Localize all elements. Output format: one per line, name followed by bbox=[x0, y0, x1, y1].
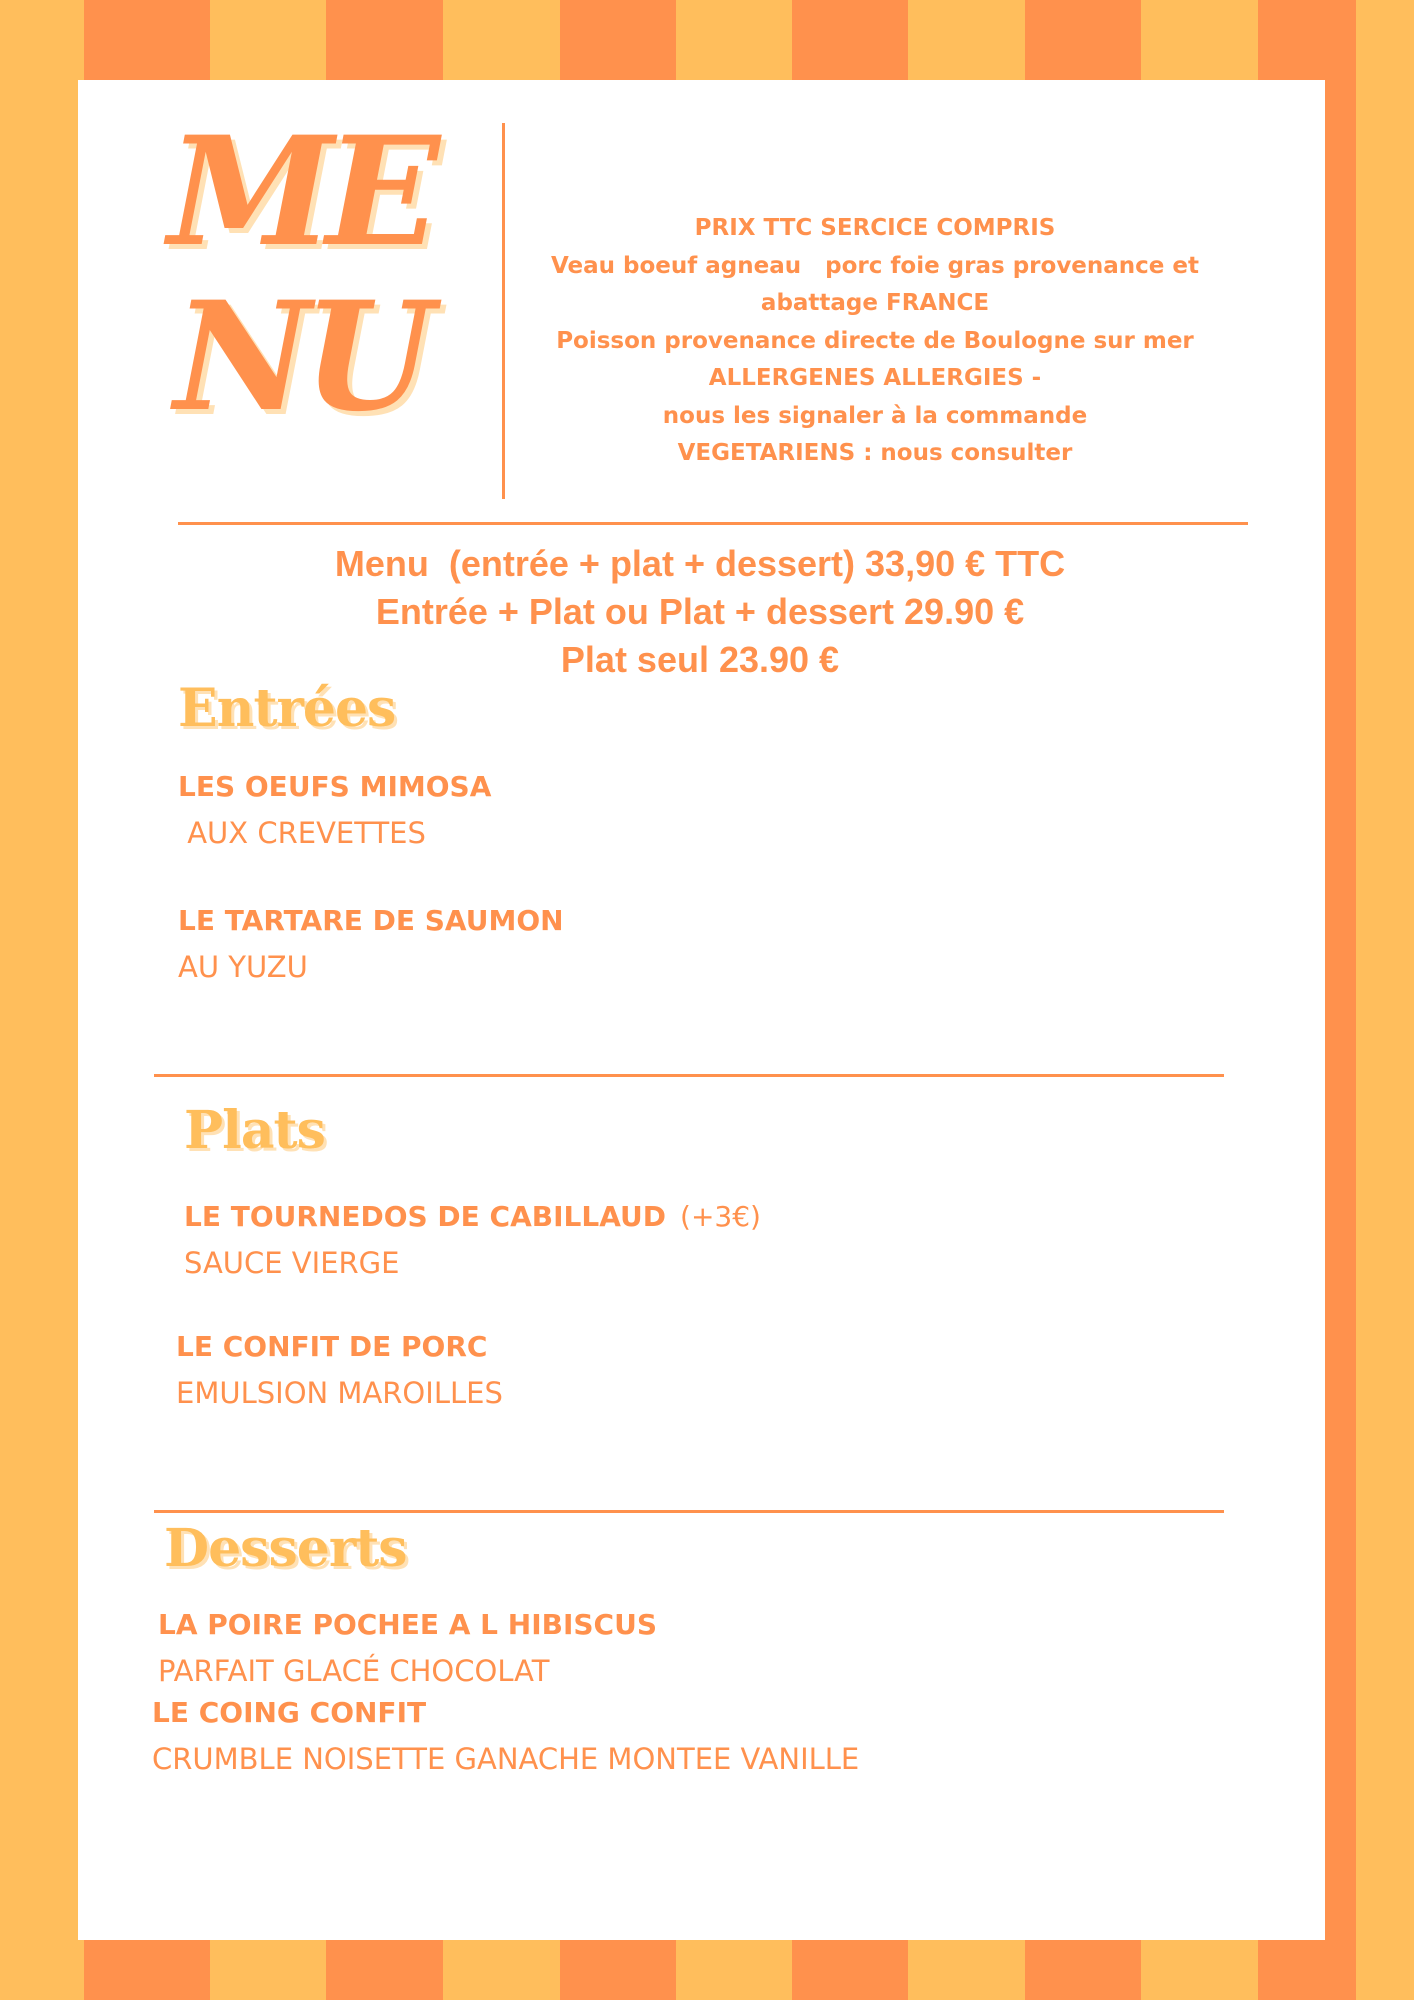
info-line: Veau boeuf agneau porc foie gras provenance et bbox=[550, 252, 1200, 279]
section-divider bbox=[154, 1510, 1224, 1513]
dish-description: PARFAIT GLACÉ CHOCOLAT bbox=[158, 1654, 550, 1688]
price-block bbox=[150, 540, 1250, 684]
price-line: Entrée + Plat ou Plat + dessert 29.90 € bbox=[375, 591, 1025, 632]
section-title-desserts: Desserts bbox=[164, 1518, 407, 1579]
price-line: Plat seul 23.90 € bbox=[560, 639, 840, 680]
header-divider bbox=[178, 522, 1248, 525]
info-line: nous les signaler à la commande bbox=[662, 402, 1088, 429]
price-line: Menu (entrée + plat + dessert) 33,90 € TTC bbox=[334, 543, 1066, 584]
info-block bbox=[530, 210, 1220, 473]
dish-name bbox=[184, 1200, 761, 1233]
dish-supplement: (+3€) bbox=[680, 1200, 761, 1233]
dish-description: AUX CREVETTES bbox=[178, 816, 426, 850]
dish-name-text: LE TOURNEDOS DE CABILLAUD bbox=[184, 1200, 667, 1233]
logo-line-1: ME bbox=[167, 104, 433, 280]
dish-name: LE CONFIT DE PORC bbox=[176, 1330, 488, 1363]
section-title-plats: Plats bbox=[184, 1100, 325, 1161]
info-line: Poisson provenance directe de Boulogne sur mer bbox=[556, 327, 1194, 354]
vertical-divider bbox=[502, 123, 505, 499]
dish-description: AU YUZU bbox=[178, 950, 308, 984]
info-line: abattage FRANCE bbox=[760, 290, 990, 316]
dish-name: LE TARTARE DE SAUMON bbox=[178, 904, 564, 937]
dish-name: LE COING CONFIT bbox=[152, 1696, 427, 1729]
info-line: PRIX TTC SERCICE COMPRIS bbox=[694, 215, 1056, 241]
menu-logo bbox=[150, 104, 450, 445]
section-title-entrees: Entrées bbox=[178, 678, 396, 739]
dish-description: SAUCE VIERGE bbox=[184, 1246, 400, 1280]
section-divider bbox=[154, 1074, 1224, 1077]
logo-line-2: NU bbox=[174, 269, 426, 445]
dish-description: CRUMBLE NOISETTE GANACHE MONTEE VANILLE bbox=[152, 1742, 860, 1776]
info-line: VEGETARIENS : nous consulter bbox=[677, 440, 1073, 466]
info-line: ALLERGENES ALLERGIES - bbox=[708, 365, 1042, 391]
dish-description: EMULSION MAROILLES bbox=[176, 1376, 503, 1410]
dish-name: LES OEUFS MIMOSA bbox=[178, 770, 492, 803]
dish-name: LA POIRE POCHEE A L HIBISCUS bbox=[158, 1608, 657, 1641]
